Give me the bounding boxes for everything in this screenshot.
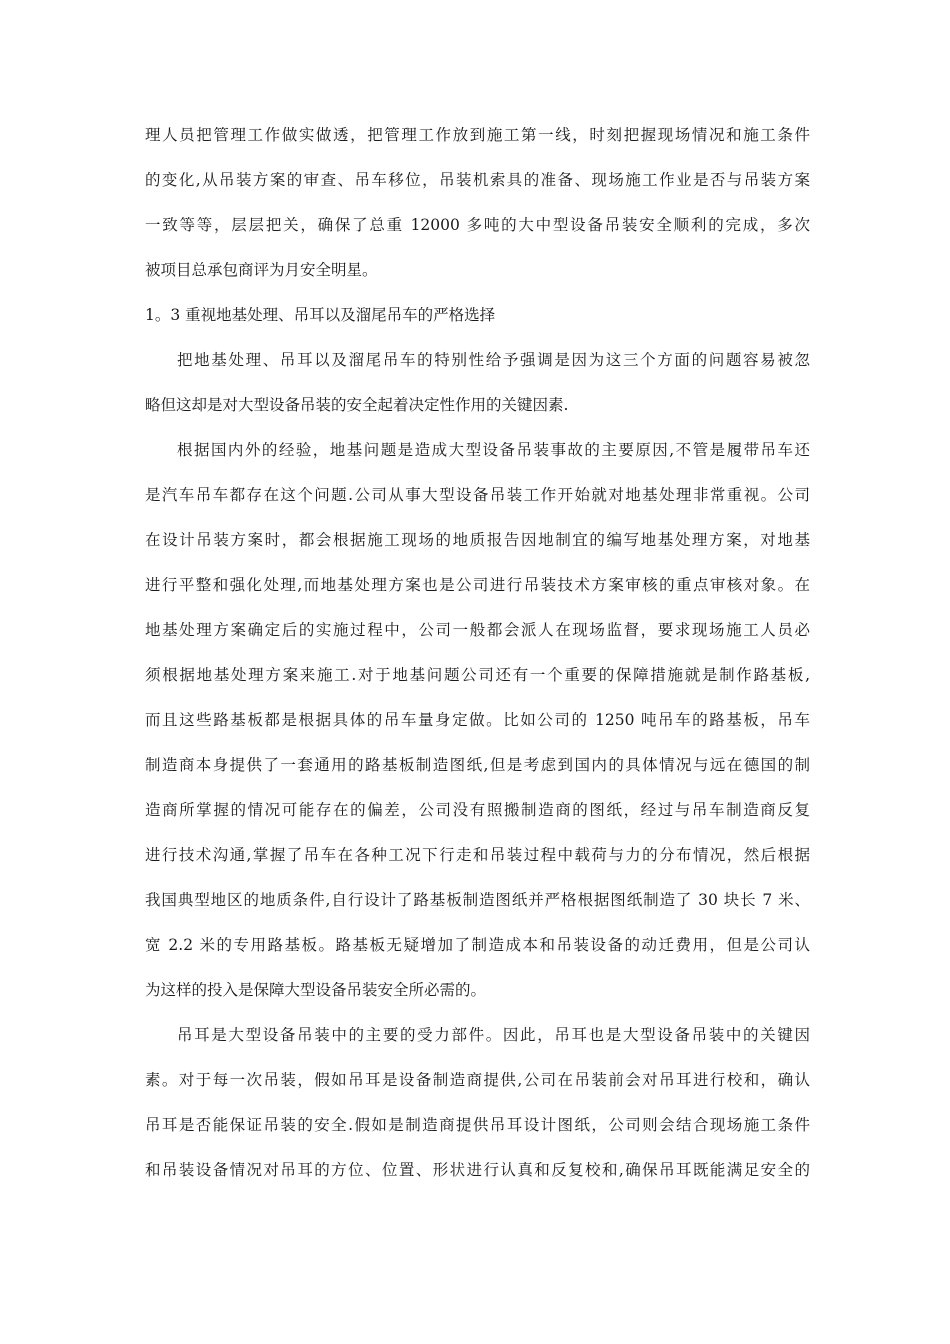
text-line: 略但这却是对大型设备吊装的安全起着决定性作用的关键因素. [145, 396, 569, 414]
text-line: 我国典型地区的地质条件,自行设计了路基板制造图纸并严格根据图纸制造了 30 块长 7 米、 [145, 891, 810, 909]
text-line: 把地基处理、吊耳以及溜尾吊车的特别性给予强调是因为这三个方面的问题容易被忽 [177, 351, 810, 369]
text-line: 是汽车吊车都存在这个问题.公司从事大型设备吊装工作开始就对地基处理非常重视。公司 [145, 486, 810, 504]
text-line: 吊耳是否能保证吊装的安全.假如是制造商提供吊耳设计图纸，公司则会结合现场施工条件 [145, 1116, 810, 1134]
text-line: 宽 2.2 米的专用路基板。路基板无疑增加了制造成本和吊装设备的动迁费用，但是公司认 [145, 936, 810, 954]
text-line: 被项目总承包商评为月安全明星。 [145, 261, 378, 279]
text-line: 理人员把管理工作做实做透，把管理工作放到施工第一线，时刻把握现场情况和施工条件 [145, 126, 810, 144]
text-line: 的变化,从吊装方案的审查、吊车移位，吊装机索具的准备、现场施工作业是否与吊装方案 [145, 171, 810, 189]
text-line: 素。对于每一次吊装，假如吊耳是设备制造商提供,公司在吊装前会对吊耳进行校和，确认 [145, 1071, 810, 1089]
text-line: 地基处理方案确定后的实施过程中，公司一般都会派人在现场监督，要求现场施工人员必 [145, 621, 810, 639]
text-line: 进行技术沟通,掌握了吊车在各种工况下行走和吊装过程中载荷与力的分布情况，然后根据 [145, 846, 810, 864]
text-line: 制造商本身提供了一套通用的路基板制造图纸,但是考虑到国内的具体情况与远在德国的制 [145, 756, 810, 774]
section-heading: 1。3 重视地基处理、吊耳以及溜尾吊车的严格选择 [145, 306, 496, 324]
text-line: 一致等等，层层把关，确保了总重 12000 多吨的大中型设备吊装安全顺利的完成，多次 [145, 216, 810, 234]
text-line: 而且这些路基板都是根据具体的吊车量身定做。比如公司的 1250 吨吊车的路基板，吊车 [145, 711, 810, 729]
text-line: 进行平整和强化处理,而地基处理方案也是公司进行吊装技术方案审核的重点审核对象。在 [145, 576, 810, 594]
text-line: 须根据地基处理方案来施工.对于地基问题公司还有一个重要的保障措施就是制作路基板, [145, 666, 810, 684]
text-line: 造商所掌握的情况可能存在的偏差，公司没有照搬制造商的图纸，经过与吊车制造商反复 [145, 801, 810, 819]
text-line: 在设计吊装方案时，都会根据施工现场的地质报告因地制宜的编写地基处理方案，对地基 [145, 531, 810, 549]
text-line: 为这样的投入是保障大型设备吊装安全所必需的。 [145, 981, 487, 999]
text-line: 根据国内外的经验，地基问题是造成大型设备吊装事故的主要原因,不管是履带吊车还 [177, 441, 810, 459]
text-line: 和吊装设备情况对吊耳的方位、位置、形状进行认真和反复校和,确保吊耳既能满足安全的 [145, 1161, 810, 1179]
text-line: 吊耳是大型设备吊装中的主要的受力部件。因此，吊耳也是大型设备吊装中的关键因 [177, 1026, 810, 1044]
